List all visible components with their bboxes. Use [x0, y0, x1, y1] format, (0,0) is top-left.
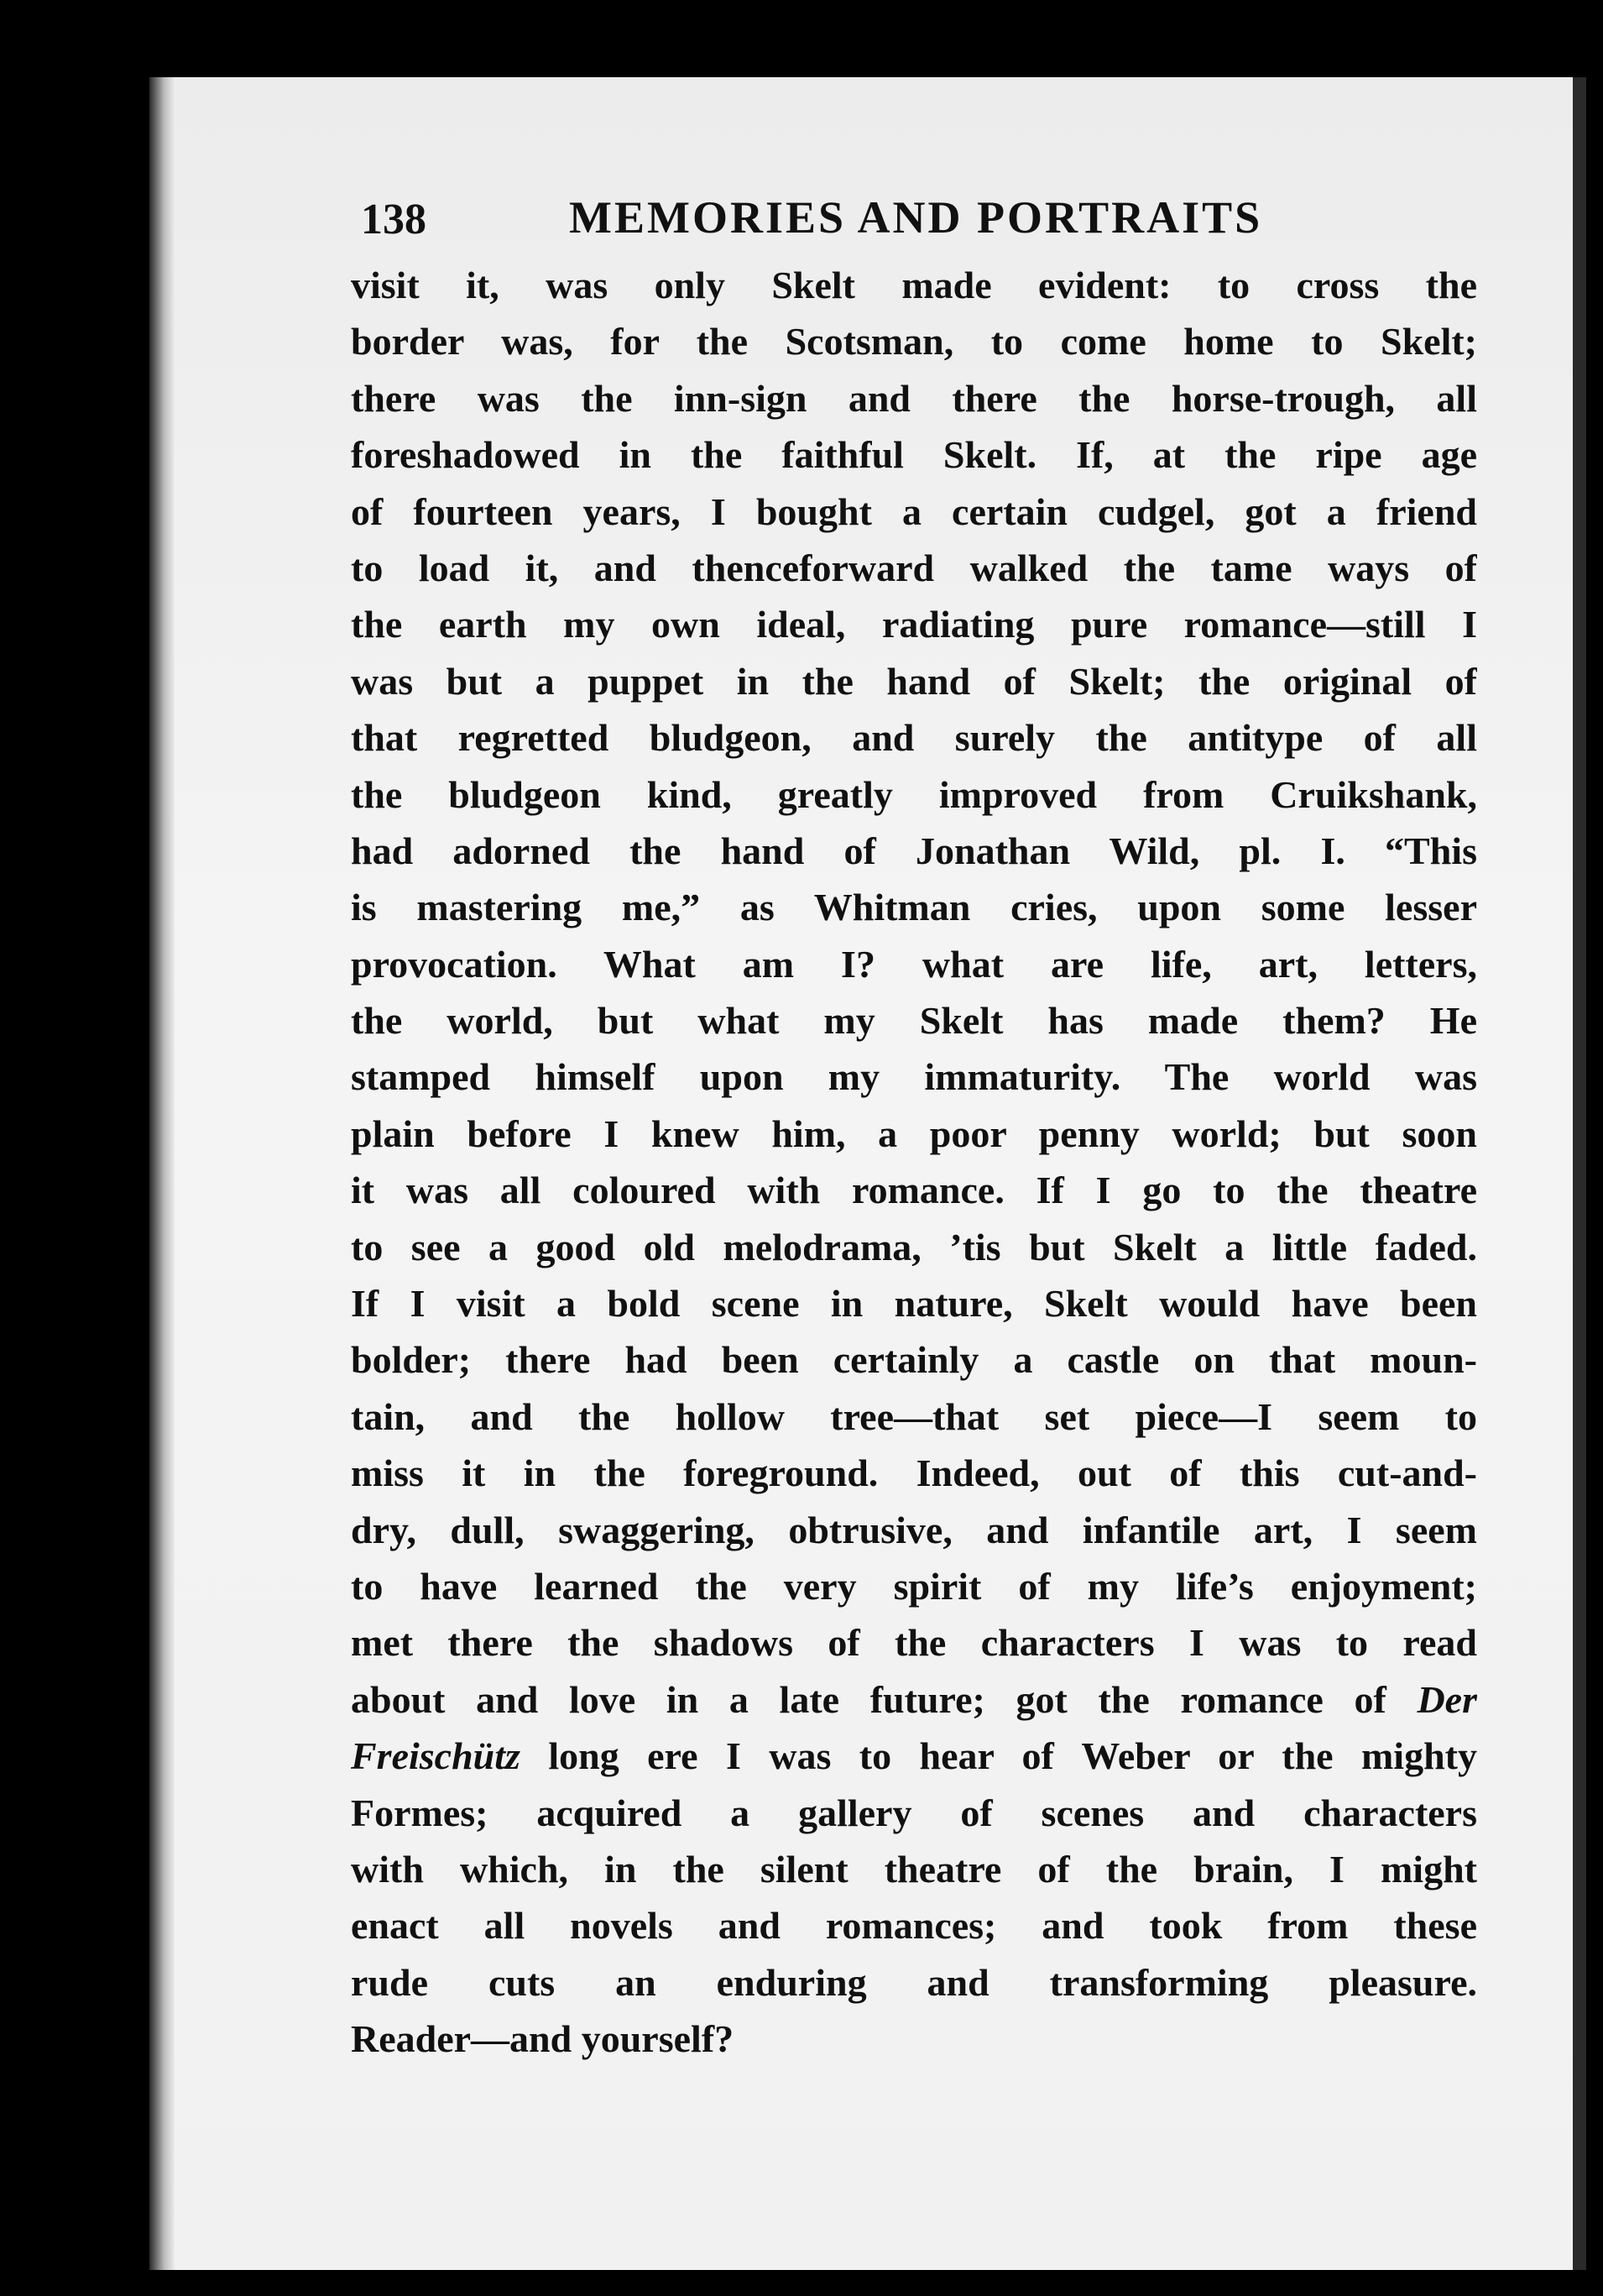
text-line: the bludgeon kind, greatly improved from Cruikshank,: [351, 772, 1477, 816]
body-text: [351, 257, 1477, 2068]
text-line: met there the shadows of the characters I was to read: [351, 1621, 1477, 1665]
text-line: provocation. What am I? what are life, art, letters,: [351, 942, 1477, 986]
text-line: of fourteen years, I bought a certain cudgel, got a friend: [351, 489, 1477, 533]
text-line: with which, in the silent theatre of the brain, I might: [351, 1847, 1477, 1891]
italic-title: Freischütz: [351, 1734, 520, 1778]
text-line: foreshadowed in the faithful Skelt. If, at the ripe age: [351, 433, 1477, 477]
text-line: dry, dull, swaggering, obtrusive, and infantile art, I seem: [351, 1508, 1477, 1551]
text-line: to see a good old melodrama, ’tis but Skelt a little faded.: [351, 1225, 1477, 1268]
text-line: had adorned the hand of Jonathan Wild, pl. I. “This: [351, 829, 1477, 872]
text-line: Formes; acquired a gallery of scenes and characters: [351, 1791, 1477, 1834]
text-line: tain, and the hollow tree—that set piece—I seem to: [351, 1394, 1477, 1438]
text-line: was but a puppet in the hand of Skelt; the original of: [351, 659, 1477, 703]
text-line: If I visit a bold scene in nature, Skelt would have been: [351, 1282, 1477, 1326]
text-line: the world, but what my Skelt has made them? He: [351, 999, 1477, 1043]
text-line: Reader—and yourself?: [351, 2017, 734, 2061]
text-line-mixed: [351, 1728, 1477, 1784]
page-edge-right: [1573, 77, 1586, 2270]
text-line: enact all novels and romances; and took from these: [351, 1904, 1477, 1948]
text-line: to have learned the very spirit of my life’s enjoyment;: [351, 1564, 1477, 1608]
text-line: it was all coloured with romance. If I go to the theatre: [351, 1169, 1477, 1212]
text-line: there was the inn-sign and there the horse-trough, all: [351, 376, 1477, 420]
text-line: to load it, and thenceforward walked the tame ways of: [351, 546, 1477, 589]
text-segment: about and love in a late future; got the romance of: [351, 1677, 1418, 1721]
text-line: visit it, was only Skelt made evident: to cross the: [351, 264, 1477, 306]
text-line-mixed: [351, 1671, 1477, 1728]
page-gutter-shadow: [149, 77, 175, 2270]
text-line: the earth my own ideal, radiating pure romance—still I: [351, 603, 1477, 646]
text-segment: long ere I was to hear of Weber or the mighty: [520, 1734, 1477, 1778]
page-header: [361, 191, 1301, 250]
italic-title: Der: [1417, 1677, 1477, 1721]
text-line: miss it in the foreground. Indeed, out of this cut-and-: [351, 1451, 1477, 1495]
text-line: that regretted bludgeon, and surely the antitype of all: [351, 716, 1477, 760]
running-title: MEMORIES AND PORTRAITS: [569, 192, 1263, 243]
text-line: is mastering me,” as Whitman cries, upon some lesser: [351, 886, 1477, 929]
text-line: rude cuts an enduring and transforming pleasure.: [351, 1960, 1477, 2004]
page-number: 138: [361, 196, 426, 243]
text-line: stamped himself upon my immaturity. The world was: [351, 1055, 1477, 1099]
text-line: plain before I knew him, a poor penny world; but soon: [351, 1111, 1477, 1155]
text-line: bolder; there had been certainly a castle on that moun-: [351, 1338, 1477, 1382]
text-line: border was, for the Scotsman, to come home to Skelt;: [351, 320, 1477, 363]
